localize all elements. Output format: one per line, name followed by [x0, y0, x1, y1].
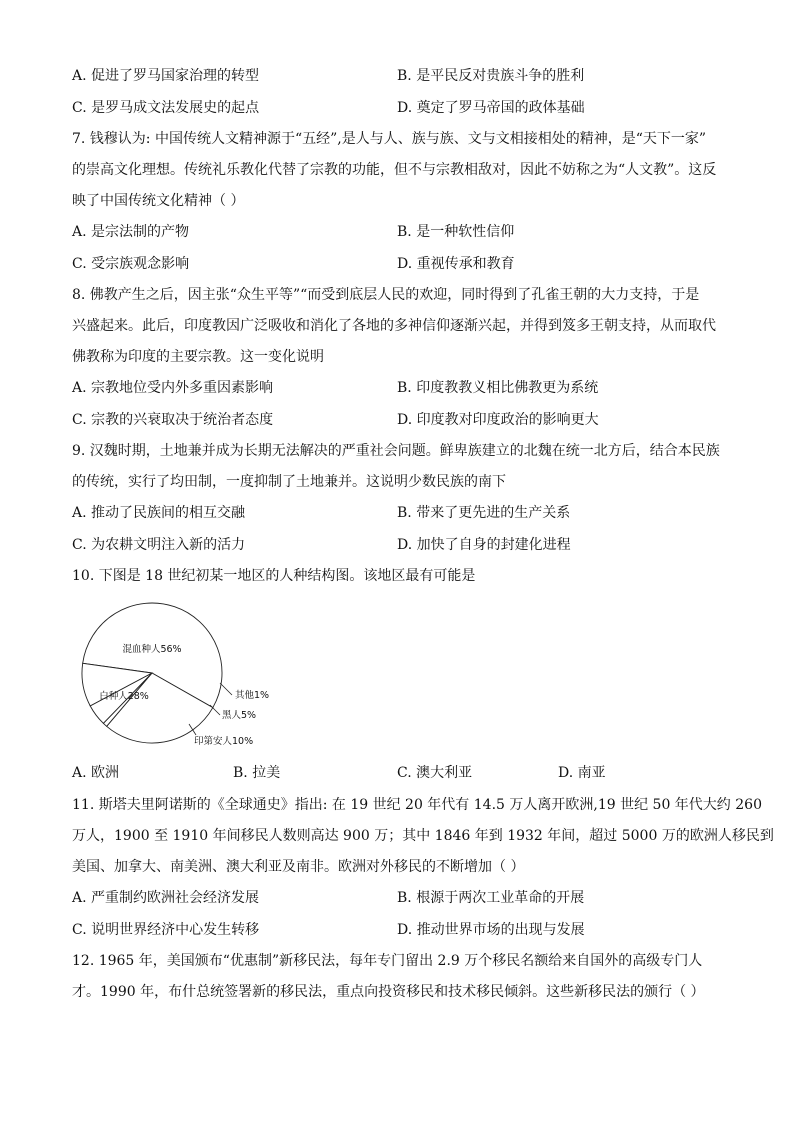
- q6-option-a: A. 促进了罗马国家治理的转型: [72, 68, 260, 84]
- q7-option-a: A. 是宗法制的产物: [72, 224, 190, 240]
- q8-option-c: C. 宗教的兴衰取决于统治者态度: [72, 412, 274, 428]
- q8-stem-line1: 8. 佛教产生之后，因主张“众生平等”“而受到底层人民的欢迎，同时得到了孔雀王朝的大力支持，于是: [72, 287, 700, 303]
- q11-stem-line3: 美国、加拿大、南美洲、澳大利亚及南非。欧洲对外移民的不断增加（ ）: [72, 859, 525, 875]
- q7-stem-line1: 7. 钱穆认为: 中国传统人文精神源于“五经”,是人与人、族与族、文与文相接相处的精神，是“天下一家”: [72, 131, 707, 147]
- q8-stem-line2: 兴盛起来。此后，印度教因广泛吸收和消化了各地的多神信仰逐渐兴起，并得到笈多王朝支持，从而取代: [72, 318, 716, 334]
- q10-option-d: D. 南亚: [558, 765, 606, 781]
- pie-label: 混血种人56%: [122, 644, 182, 655]
- q11-option-a: A. 严重制约欧洲社会经济发展: [72, 890, 260, 906]
- pie-label: 白种人28%: [99, 691, 149, 702]
- q11-option-d: D. 推动世界市场的出现与发展: [397, 922, 585, 938]
- q9-option-c: C. 为农耕文明注入新的活力: [72, 537, 246, 553]
- q11-option-b: B. 根源于两次工业革命的开展: [397, 890, 585, 906]
- q9-option-a: A. 推动了民族间的相互交融: [72, 505, 246, 521]
- q11-option-c: C. 说明世界经济中心发生转移: [72, 922, 260, 938]
- pie-leader-line: [220, 683, 232, 695]
- q10-option-c: C. 澳大利亚: [397, 765, 473, 781]
- q9-option-d: D. 加快了自身的封建化进程: [397, 537, 571, 553]
- q9-stem-line1: 9. 汉魏时期，土地兼并成为长期无法解决的严重社会问题。鲜卑族建立的北魏在统一北方后，结合本民族: [72, 443, 720, 459]
- q10-stem-line1: 10. 下图是 18 世纪初某一地区的人种结构图。该地区最有可能是: [72, 568, 476, 584]
- pie-chart: [70, 600, 290, 760]
- q12-stem-line1: 12. 1965 年，美国颁布“优惠制”新移民法，每年专门留出 2.9 万个移民名额给来自国外的高级专门人: [72, 953, 703, 969]
- q7-option-c: C. 受宗族观念影响: [72, 256, 190, 272]
- q6-option-d: D. 奠定了罗马帝国的政体基础: [397, 100, 585, 116]
- q8-option-b: B. 印度教教义相比佛教更为系统: [397, 380, 599, 396]
- q6-option-b: B. 是平民反对贵族斗争的胜利: [397, 68, 585, 84]
- q6-option-c: C. 是罗马成文法发展史的起点: [72, 100, 260, 116]
- q8-stem-line3: 佛教称为印度的主要宗教。这一变化说明: [72, 349, 324, 365]
- q7-option-b: B. 是一种软性信仰: [397, 224, 515, 240]
- q10-option-b: B. 拉美: [233, 765, 281, 781]
- q11-stem-line2: 万人，1900 至 1910 年间移民人数则高达 900 万；其中 1846 年到 1932 年间，超过 5000 万的欧洲人移民到: [72, 828, 774, 844]
- pie-chart-svg: [70, 600, 290, 760]
- q10-option-a: A. 欧洲: [72, 765, 120, 781]
- q12-stem-line2: 才。1990 年，布什总统签署新的移民法，重点向投资移民和技术移民倾斜。这些新移民法的颁行（ ）: [72, 984, 705, 1000]
- q7-stem-line2: 的崇高文化理想。传统礼乐教化代替了宗教的功能，但不与宗教相敌对，因此不妨称之为“人文教”。这反: [72, 162, 717, 178]
- q7-option-d: D. 重视传承和教育: [397, 256, 515, 272]
- q9-option-b: B. 带来了更先进的生产关系: [397, 505, 571, 521]
- q8-option-d: D. 印度教对印度政治的影响更大: [397, 412, 599, 428]
- pie-label: 黑人5%: [222, 710, 257, 721]
- q11-stem-line1: 11. 斯塔夫里阿诺斯的《全球通史》指出: 在 19 世纪 20 年代有 14.5 万人离开欧洲,19 世纪 50 年代大约 260: [72, 797, 762, 813]
- q7-stem-line3: 映了中国传统文化精神（ ）: [72, 193, 245, 209]
- pie-label: 印第安人10%: [194, 736, 254, 747]
- q8-option-a: A. 宗教地位受内外多重因素影响: [72, 380, 274, 396]
- q9-stem-line2: 的传统，实行了均田制，一度抑制了土地兼并。这说明少数民族的南下: [72, 474, 506, 490]
- pie-label: 其他1%: [235, 690, 270, 701]
